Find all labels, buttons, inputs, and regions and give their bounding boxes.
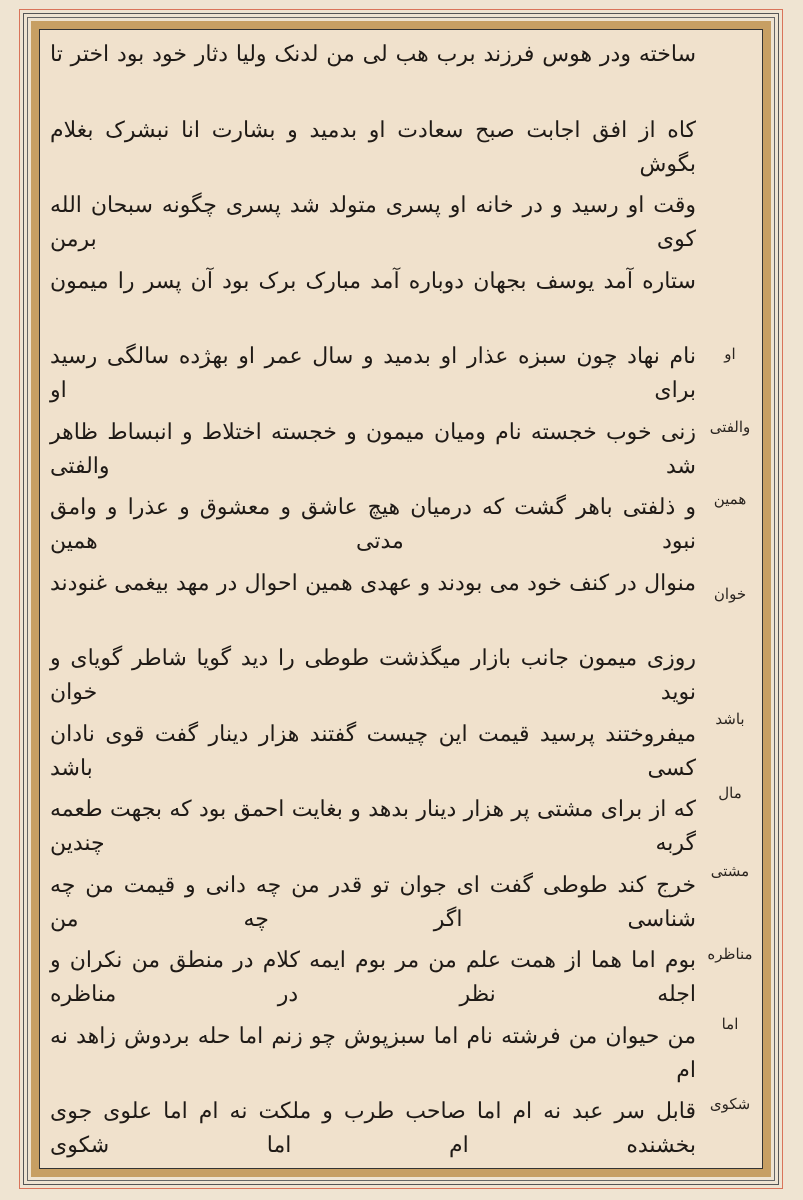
text-line: بوم اما هما از همت علم من مر بوم ایمه کلام در منطق من نکران و اجله نظر در مناظره [50, 948, 696, 1007]
text-line: نام نهاد چون سبزه عذار او بدمید و سال عمر او بهژده سالگی رسید برای او [50, 344, 696, 403]
text-line: ستاره آمد یوسف بجهان دوباره آمد مبارک برک بود آن پسر را میمون [50, 268, 696, 294]
text-line: روزی میمون جانب بازار میگذشت طوطی را دید گویا شاطر گویای و نوید خوان [50, 646, 696, 705]
marginal-note: شکوی [709, 1095, 751, 1113]
marginal-note: والفتی [709, 418, 751, 436]
text-line: میفروختند پرسید قیمت این چیست گفتند هزار دینار گفت قوی نادان کسی باشد [50, 721, 696, 781]
marginal-note: خوان [713, 585, 747, 603]
text-line: قابل سر عبد نه ام اما صاحب طرب و ملکت نه ام اما علوی جوی بخشنده ام اما شکوی [50, 1099, 696, 1158]
marginal-note: باشد [715, 710, 745, 728]
manuscript-text-block [50, 34, 696, 1167]
text-line: وقت او رسید و در خانه او پسری متولد شد پسری چگونه سبحان الله کوی برمن [50, 193, 696, 252]
text-line: منوال در کنف خود می بودند و عهدی همین احوال در مهد بیغمی غنودند [50, 570, 697, 596]
text-line: من حیوان من فرشته نام اما سبزپوش چو زنم اما حله بردوش زاهد نه ام [50, 1023, 696, 1083]
text-line: که از برای مشتی پر هزار دینار بدهد و بغایت احمق بود که بجهت طعمه گربه چندین [50, 797, 696, 856]
text-line: خرج کند طوطی گفت ای جوان تو قدر من چه دانی و قیمت من چه شناسی اگر چه من [50, 872, 696, 932]
marginal-note: همین [713, 490, 747, 508]
marginal-note: مناظره [707, 945, 753, 963]
text-line: ساخته ودر هوس فرزند برب هب لی من لدنک ولیا دثار خود بود اختر تا [50, 42, 696, 67]
text-line: کاه از افق اجابت صبح سعادت او بدمید و بشارت انا نبشرک بغلام بگوش [50, 117, 696, 177]
text-line: زنی خوب خجسته نام ومیان میمون و خجسته اختلاط و انبساط ظاهر شد والفتی [50, 419, 696, 479]
marginal-note: او [724, 345, 736, 363]
text-line: و ذلفتی باهر گشت که درمیان هیچ عاشق و معشوق و عذرا و وامق نبود مدتی همین [50, 495, 696, 554]
marginal-note: اما [721, 1015, 739, 1033]
marginal-note: مال [718, 784, 742, 802]
marginal-note: مشتی [710, 862, 750, 880]
